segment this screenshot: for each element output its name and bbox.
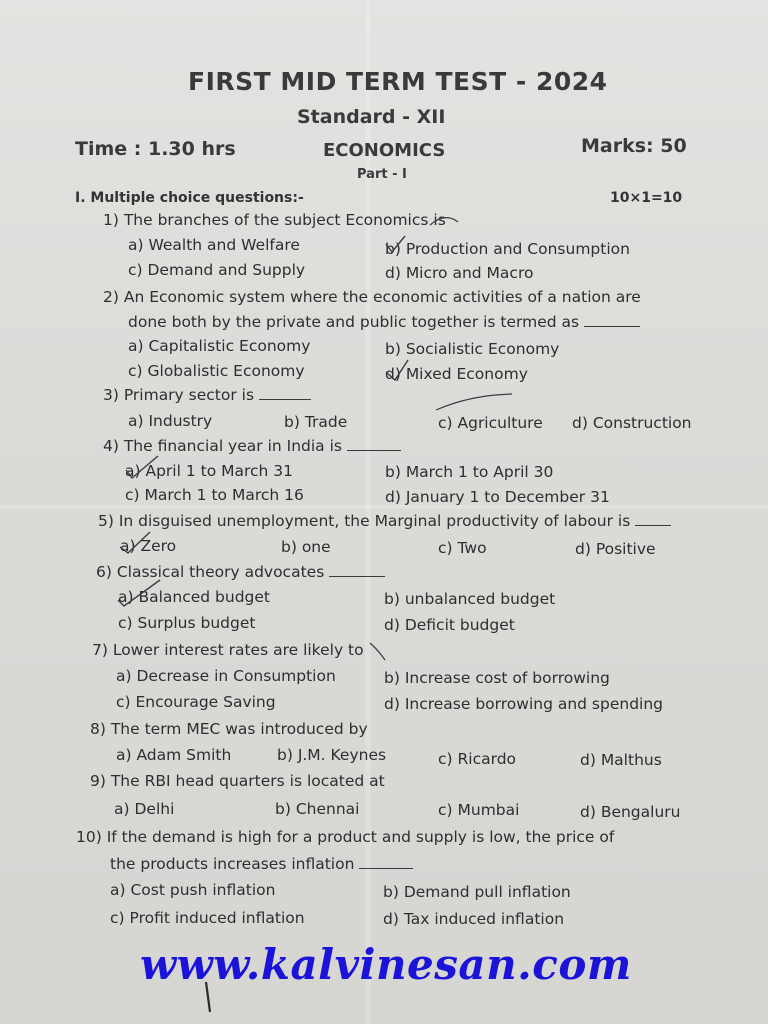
option-b: b) Increase cost of borrowing xyxy=(384,669,610,687)
option-b: b) Socialistic Economy xyxy=(385,340,560,358)
option-c: c) Encourage Saving xyxy=(116,693,276,711)
question-text: 9) The RBI head quarters is located at xyxy=(90,772,385,790)
option-c: c) Two xyxy=(438,539,487,557)
section-title: I. Multiple choice questions:- xyxy=(75,190,304,206)
question-text: 8) The term MEC was introduced by xyxy=(90,720,368,738)
pen-tick-mark xyxy=(118,580,160,606)
exam-title: FIRST MID TERM TEST - 2024 xyxy=(188,67,608,96)
option-d: d) Micro and Macro xyxy=(385,264,534,282)
option-c: c) Mumbai xyxy=(438,801,520,819)
question-text: 1) The branches of the subject Economics is xyxy=(103,211,446,229)
option-d: d) Deficit budget xyxy=(384,616,515,634)
option-a: a) Adam Smith xyxy=(116,746,232,764)
question-text: 4) The financial year in India is xyxy=(103,437,342,455)
option-b: b) Demand pull inflation xyxy=(383,883,571,901)
website-watermark: www.kalvinesan.com xyxy=(140,940,632,989)
option-a: a) Wealth and Welfare xyxy=(128,236,300,254)
pen-tick-mark xyxy=(126,456,158,478)
option-b: b) Chennai xyxy=(275,800,360,818)
pen-tick-mark xyxy=(386,360,408,380)
option-a: a) Delhi xyxy=(114,800,175,818)
pen-tick-mark xyxy=(430,218,458,225)
option-d: d) Construction xyxy=(572,414,692,432)
option-b: b) unbalanced budget xyxy=(384,590,556,608)
option-d: d) Bengaluru xyxy=(580,803,681,821)
marks-label: Marks: 50 xyxy=(581,135,687,157)
pen-tick-mark xyxy=(370,643,385,660)
part-label: Part - I xyxy=(357,167,407,182)
question-text: 2) An Economic system where the economic activities of a nation are xyxy=(103,288,641,306)
question-text: 5) In disguised unemployment, the Marginal productivity of labour is xyxy=(98,512,631,530)
option-c: c) Demand and Supply xyxy=(128,261,306,279)
option-a: a) Zero xyxy=(120,537,177,555)
option-d: d) Malthus xyxy=(580,751,662,769)
option-b: b) one xyxy=(281,538,331,556)
option-a: a) Capitalistic Economy xyxy=(128,337,311,355)
option-c: c) Surplus budget xyxy=(118,614,256,632)
question-text: 6) Classical theory advocates xyxy=(96,563,325,581)
option-a: a) Balanced budget xyxy=(118,588,271,606)
option-a: a) April 1 to March 31 xyxy=(125,462,294,480)
time-label: Time : 1.30 hrs xyxy=(75,138,236,160)
option-d: d) Increase borrowing and spending xyxy=(384,695,664,713)
option-c: c) Ricardo xyxy=(438,750,517,768)
option-c: c) Agriculture xyxy=(438,414,543,432)
subject-label: ECONOMICS xyxy=(323,140,446,161)
option-b: b) J.M. Keynes xyxy=(277,746,387,764)
option-c: c) Globalistic Economy xyxy=(128,362,305,380)
option-c: c) Profit induced inflation xyxy=(110,909,305,927)
standard-label: Standard - XII xyxy=(297,106,446,128)
option-b: b) Trade xyxy=(284,413,348,431)
option-d: d) Tax induced inflation xyxy=(383,910,565,928)
section-marks: 10×1=10 xyxy=(610,190,683,206)
option-a: a) Cost push inflation xyxy=(110,881,276,899)
option-d: d) Positive xyxy=(575,540,656,558)
option-a: a) Industry xyxy=(128,412,213,430)
option-d: d) Mixed Economy xyxy=(385,365,528,383)
option-b: b) Production and Consumption xyxy=(385,240,630,258)
question-text: 7) Lower interest rates are likely to xyxy=(92,641,364,659)
question-text: 10) If the demand is high for a product and supply is low, the price of xyxy=(76,828,615,846)
option-c: c) March 1 to March 16 xyxy=(125,486,304,504)
pen-tick-mark xyxy=(386,236,405,252)
question-text-content: done both by the private and public together is termed as xyxy=(128,313,580,331)
option-d: d) January 1 to December 31 xyxy=(385,488,610,506)
pen-tick-mark xyxy=(120,532,150,553)
option-b: b) March 1 to April 30 xyxy=(385,463,554,481)
option-a: a) Decrease in Consumption xyxy=(116,667,336,685)
pen-tick-mark xyxy=(436,394,512,410)
question-text-content: the products increases inflation xyxy=(110,855,355,873)
question-text: 3) Primary sector is xyxy=(103,386,255,404)
